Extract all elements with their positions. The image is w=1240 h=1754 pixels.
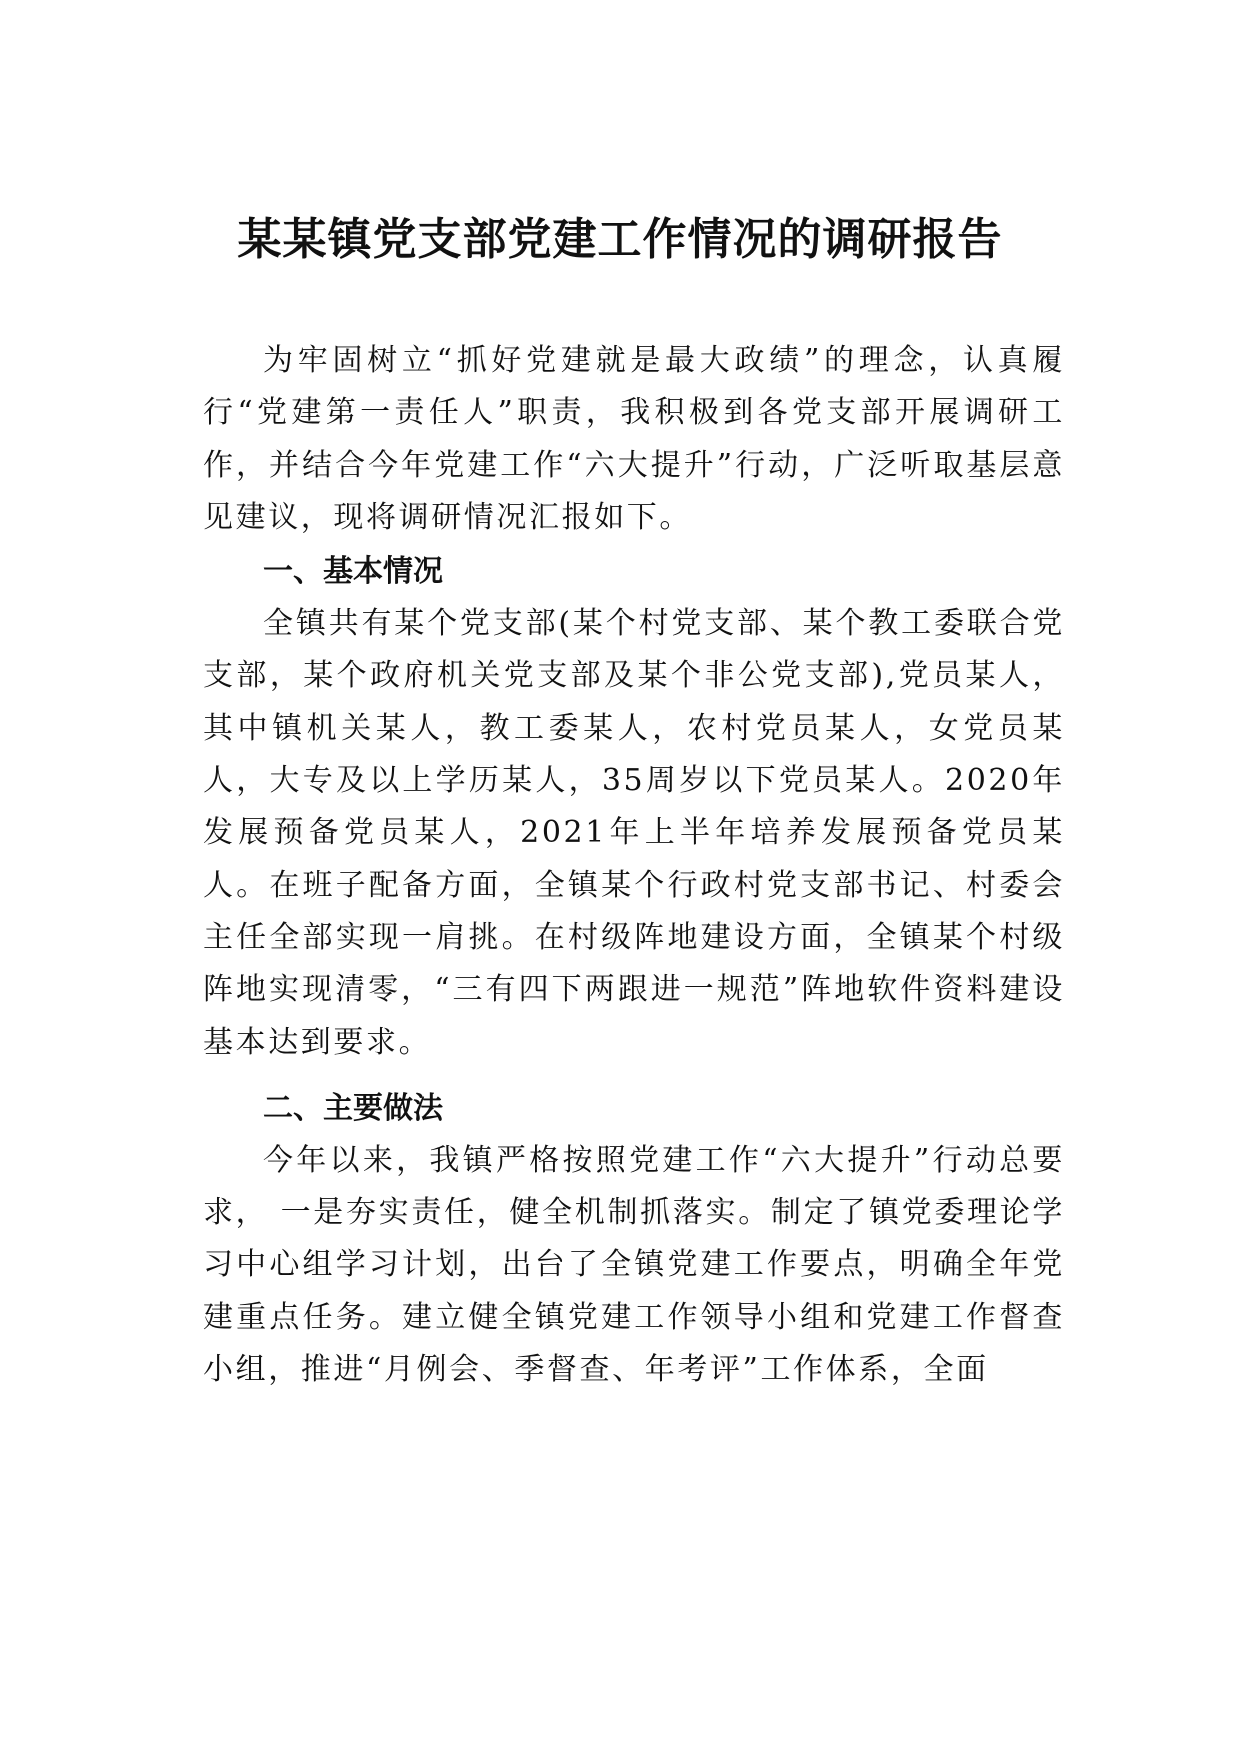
section-heading-main-practices: 二、主要做法 bbox=[263, 1090, 443, 1126]
section-body-basic-situation: 全镇共有某个党支部(某个村党支部、某个教工委联合党支部，某个政府机关党支部及某个非公党支部),党员某人，其中镇机关某人，教工委某人，农村党员某人，女党员某人，大专及以上学历某人，35周岁以下党员某人。2020年发展预备党员某人，2021年上半年培养发展预备党员某人。在班子配备方面，全镇某个行政村党支部书记、村委会主任全部实现一肩挑。在村级阵地建设方面，全镇某个村级阵地实现清零，“三有四下两跟进一规范”阵地软件资料建设基本达到要求。 bbox=[203, 606, 1065, 1060]
section-heading-basic-situation: 一、基本情况 bbox=[263, 554, 443, 590]
intro-paragraph: 为牢固树立“抓好党建就是最大政绩”的理念，认真履行“党建第一责任人”职责，我积极到各党支部开展调研工作，并结合今年党建工作“六大提升”行动，广泛听取基层意见建议，现将调研情况汇报如下。 bbox=[203, 343, 1065, 535]
document-title: 某某镇党支部党建工作情况的调研报告 bbox=[237, 214, 1003, 265]
section-body-main-practices: 今年以来，我镇严格按照党建工作“六大提升”行动总要求， 一是夯实责任，健全机制抓落实。制定了镇党委理论学习中心组学习计划，出台了全镇党建工作要点，明确全年党建重点任务。建立健全镇党建工作领导小组和党建工作督查小组，推进“月例会、季督查、年考评”工作体系，全面 bbox=[203, 1142, 1065, 1388]
document-body bbox=[203, 335, 1065, 1396]
